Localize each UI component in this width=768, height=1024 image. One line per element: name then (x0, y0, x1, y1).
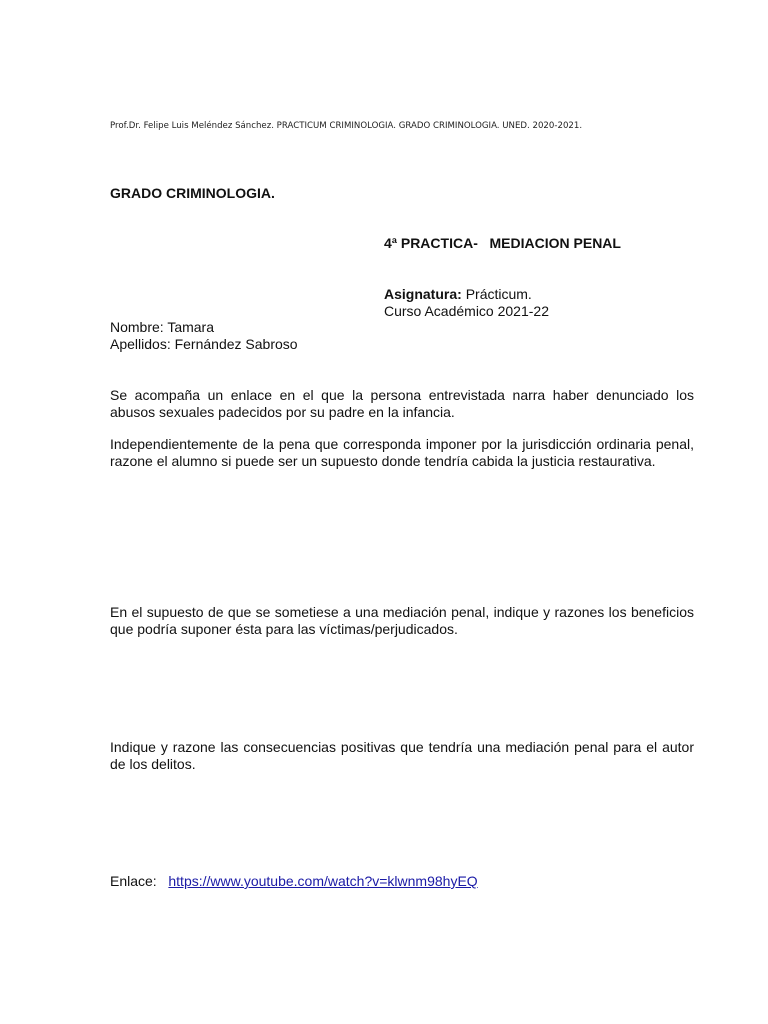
subject-line (384, 286, 549, 303)
subject-block (384, 286, 549, 319)
paragraph-question-1: Independientemente de la pena que corresponda imponer por la jurisdicción ordinaria penal, razone el alumno si puede ser un supuesto donde tendría cabida la justicia restaurativa. (110, 436, 694, 469)
subject-label: Asignatura: (384, 286, 462, 302)
paragraph-question-3: Indique y razone las consecuencias positivas que tendría una mediación penal para el autor de los delitos. (110, 739, 694, 772)
academic-year: Curso Académico 2021-22 (384, 302, 549, 319)
subject-value: Prácticum. (465, 286, 532, 302)
student-block (110, 319, 298, 353)
paragraph-question-2: En el supuesto de que se sometiese a una mediación penal, indique y razones los beneficios que podría suponer ésta para las víctimas/perjudicados. (110, 604, 694, 637)
student-surname: Apellidos: Fernández Sabroso (110, 336, 298, 352)
paragraph-intro: Se acompaña un enlace en el que la persona entrevistada narra haber denunciado los abusos sexuales padecidos por su padre en la infancia. (110, 387, 694, 420)
link-label: Enlace: (110, 873, 157, 889)
youtube-link[interactable]: https://www.youtube.com/watch?v=klwnm98hyEQ (168, 873, 478, 889)
practice-title: 4ª PRACTICA- MEDIACION PENAL (384, 235, 621, 251)
student-name: Nombre: Tamara (110, 319, 215, 335)
degree-heading: GRADO CRIMINOLOGIA. (110, 185, 275, 201)
link-row (110, 873, 478, 889)
header-note: Prof.Dr. Felipe Luis Meléndez Sánchez. PRACTICUM CRIMINOLOGIA. GRADO CRIMINOLOGIA. UNED. 2020-2021. (110, 121, 583, 131)
